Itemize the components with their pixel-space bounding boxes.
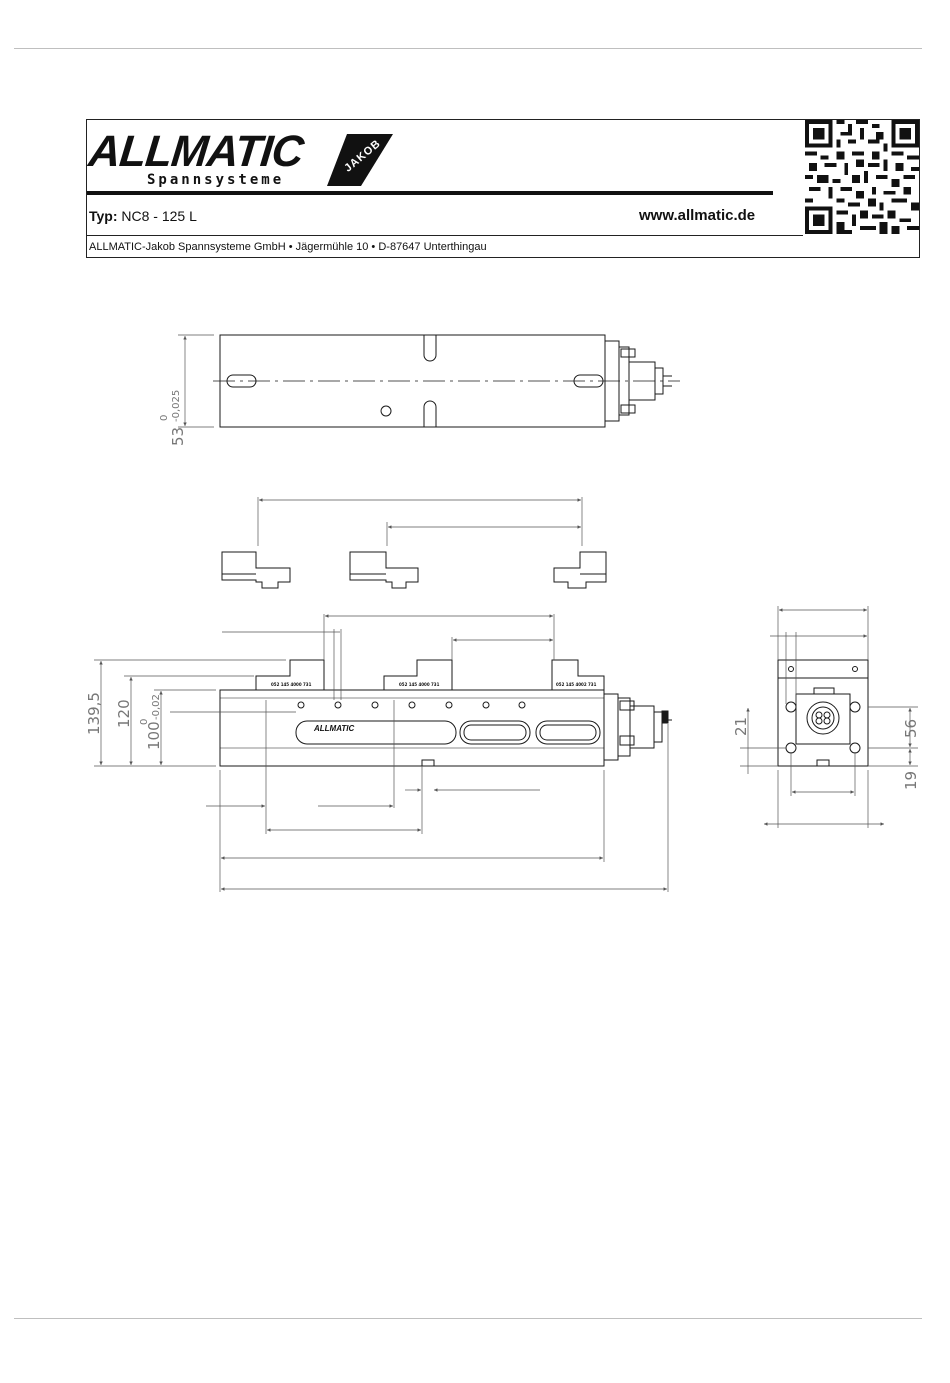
dim-53: 53 [169,426,187,446]
website-link[interactable]: www.allmatic.de [639,207,756,224]
dim-100-tol-upper: 0 [139,718,150,725]
dim-53-tol-lower: -0,025 [171,389,182,422]
logo-subtitle: Spannsysteme [147,172,285,188]
jaw-middle-label: 052 145 4000 731 [399,682,440,687]
dim-100-tol-lower: -0,02 [151,694,162,720]
body-logo: ALLMATIC [314,724,355,733]
dim-139-5: 139,5 [85,692,103,735]
type-value: NC8 - 125 L [121,208,197,224]
logo-wordmark: ALLMATIC [86,127,306,176]
dim-100: 100 [145,721,163,750]
logo-jakob-text: JAKOB [342,137,384,175]
type-label: Typ: [89,208,118,224]
jaw-right-label: 052 145 4002 731 [556,682,597,687]
front-view [94,614,672,892]
dim-120: 120 [115,699,133,728]
jaw-set-view [222,497,606,588]
dim-21: 21 [732,716,750,736]
jaw-left-label: 052 145 4000 731 [271,682,312,687]
company-address: ALLMATIC-Jakob Spannsysteme GmbH • Jägermühle 10 • D-87647 Unterthingau [89,241,487,253]
dim-53-tol-upper: 0 [159,414,170,421]
top-view [178,335,680,427]
dim-19: 19 [902,770,920,790]
side-view [740,606,918,828]
dim-56: 56 [902,718,920,738]
